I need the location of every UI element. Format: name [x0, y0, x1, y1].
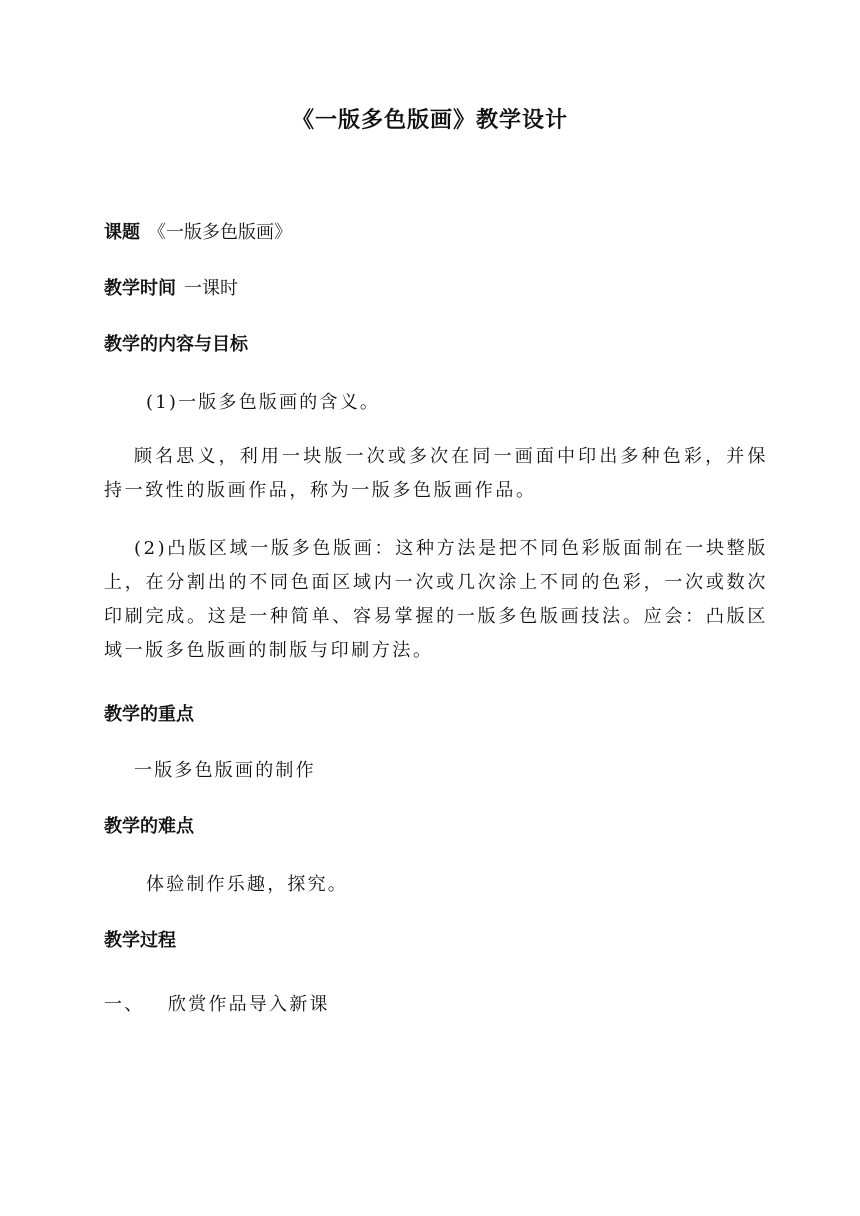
key-point-body: 一版多色版画的制作 — [134, 760, 316, 781]
step1-line — [104, 988, 764, 1022]
step1-text: 欣赏作品导入新课 — [168, 994, 330, 1015]
time-value: 一课时 — [184, 278, 238, 299]
document-title: 《一版多色版画》教学设计 — [291, 108, 568, 133]
difficulty-heading: 教学的难点 — [104, 816, 194, 837]
item1-body: 顾名思义，利用一块版一次或多次在同一画面中印出多种色彩，并保持一致性的版画作品，称为一版多色版画作品。 — [104, 446, 768, 501]
topic-value: 《一版多色版画》 — [148, 222, 292, 243]
difficulty-body: 体验制作乐趣，探究。 — [146, 874, 348, 895]
key-point-heading: 教学的重点 — [104, 704, 194, 725]
process-heading: 教学过程 — [104, 930, 176, 951]
time-line — [104, 272, 764, 306]
topic-label: 课题 — [104, 222, 140, 243]
content-heading: 教学的内容与目标 — [104, 334, 248, 355]
time-label: 教学时间 — [104, 278, 176, 299]
item1-title: (1)一版多色版画的含义。 — [146, 392, 381, 413]
topic-line — [104, 216, 764, 250]
step1-number: 一、 — [104, 994, 145, 1015]
item2-body: (2)凸版区域一版多色版画：这种方法是把不同色彩版面制在一块整版上，在分割出的不同色面区域内一次或几次涂上不同的色彩，一次或数次印刷完成。这是一种简单、容易掌握的一版多色版画技法。应会：凸版区域一版多色版画的制版与印刷方法。 — [104, 538, 768, 661]
